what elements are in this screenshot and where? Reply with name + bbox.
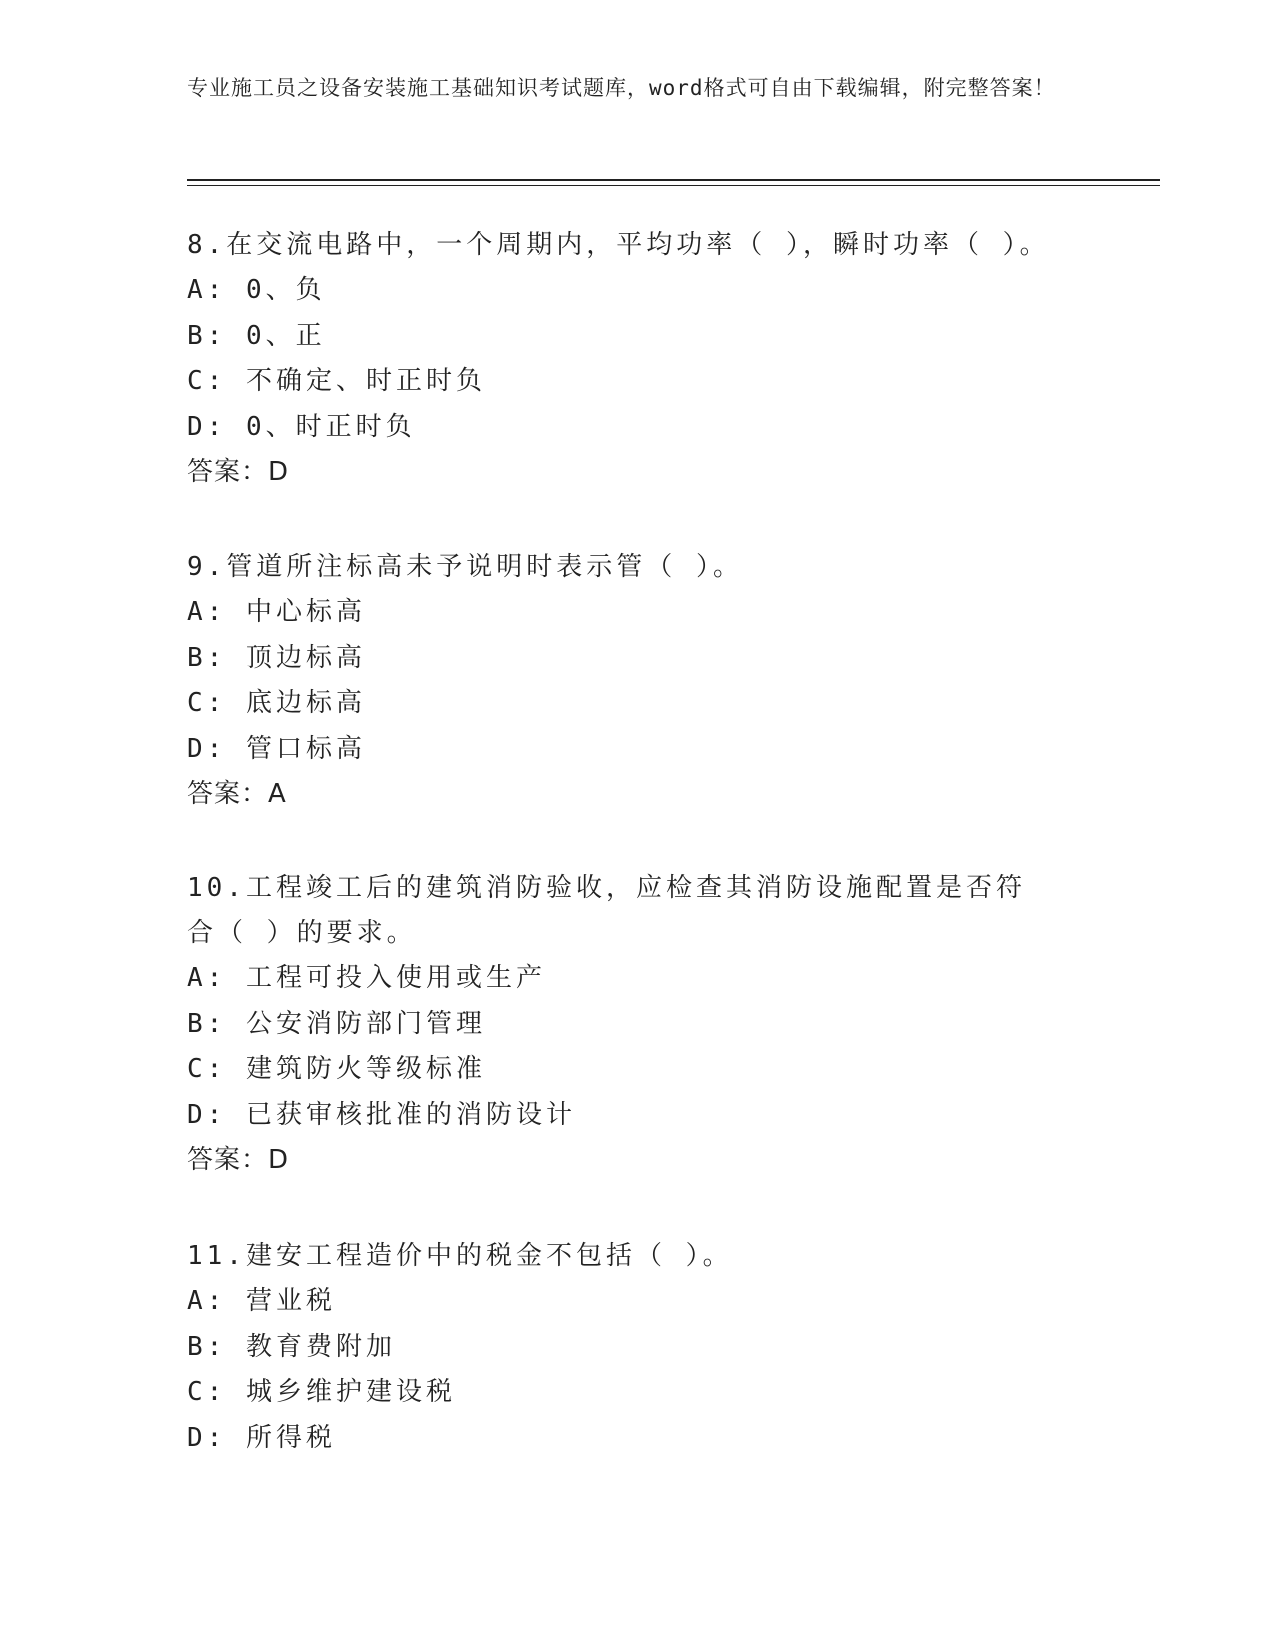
option-d: D: 已获审核批准的消防设计 xyxy=(187,1099,576,1130)
option-c: C: 建筑防火等级标准 xyxy=(187,1054,486,1084)
answer: 答案：A xyxy=(187,779,287,809)
question-stem: 11.建安工程造价中的税金不包括（ ）。 xyxy=(187,1241,733,1271)
option-a: A: 营业税 xyxy=(187,1286,336,1316)
option-d: D: 所得税 xyxy=(187,1422,336,1453)
option-a: A: 中心标高 xyxy=(187,597,366,627)
option-c: C: 不确定、时正时负 xyxy=(187,366,486,396)
answer: 答案：D xyxy=(187,457,290,487)
question-11 xyxy=(187,1234,1087,1461)
question-stem: 8.在交流电路中，一个周期内，平均功率（ ），瞬时功率（ ）。 xyxy=(187,230,1050,260)
option-d: D: 管口标高 xyxy=(187,733,366,764)
answer: 答案：D xyxy=(187,1145,290,1175)
question-stem: 10.工程竣工后的建筑消防验收，应检查其消防设施配置是否符合（ ）的要求。 xyxy=(187,873,1026,948)
option-b: B: 教育费附加 xyxy=(187,1331,396,1362)
header-rule-thick xyxy=(187,179,1160,181)
option-b: B: 顶边标高 xyxy=(187,642,366,673)
document-header: 专业施工员之设备安装施工基础知识考试题库，word格式可自由下载编辑，附完整答案！ xyxy=(187,76,1056,100)
option-c: C: 城乡维护建设税 xyxy=(187,1377,456,1407)
option-d: D: 0、时正时负 xyxy=(187,411,416,442)
question-9 xyxy=(187,545,1087,817)
option-b: B: 0、正 xyxy=(187,320,326,351)
option-a: A: 工程可投入使用或生产 xyxy=(187,963,546,993)
question-stem: 9.管道所注标高未予说明时表示管（ ）。 xyxy=(187,552,743,582)
question-8 xyxy=(187,223,1087,495)
header-rule-thin xyxy=(187,185,1160,186)
option-c: C: 底边标高 xyxy=(187,688,366,718)
option-b: B: 公安消防部门管理 xyxy=(187,1008,486,1039)
question-10 xyxy=(187,866,1047,1183)
option-a: A: 0、负 xyxy=(187,275,326,305)
